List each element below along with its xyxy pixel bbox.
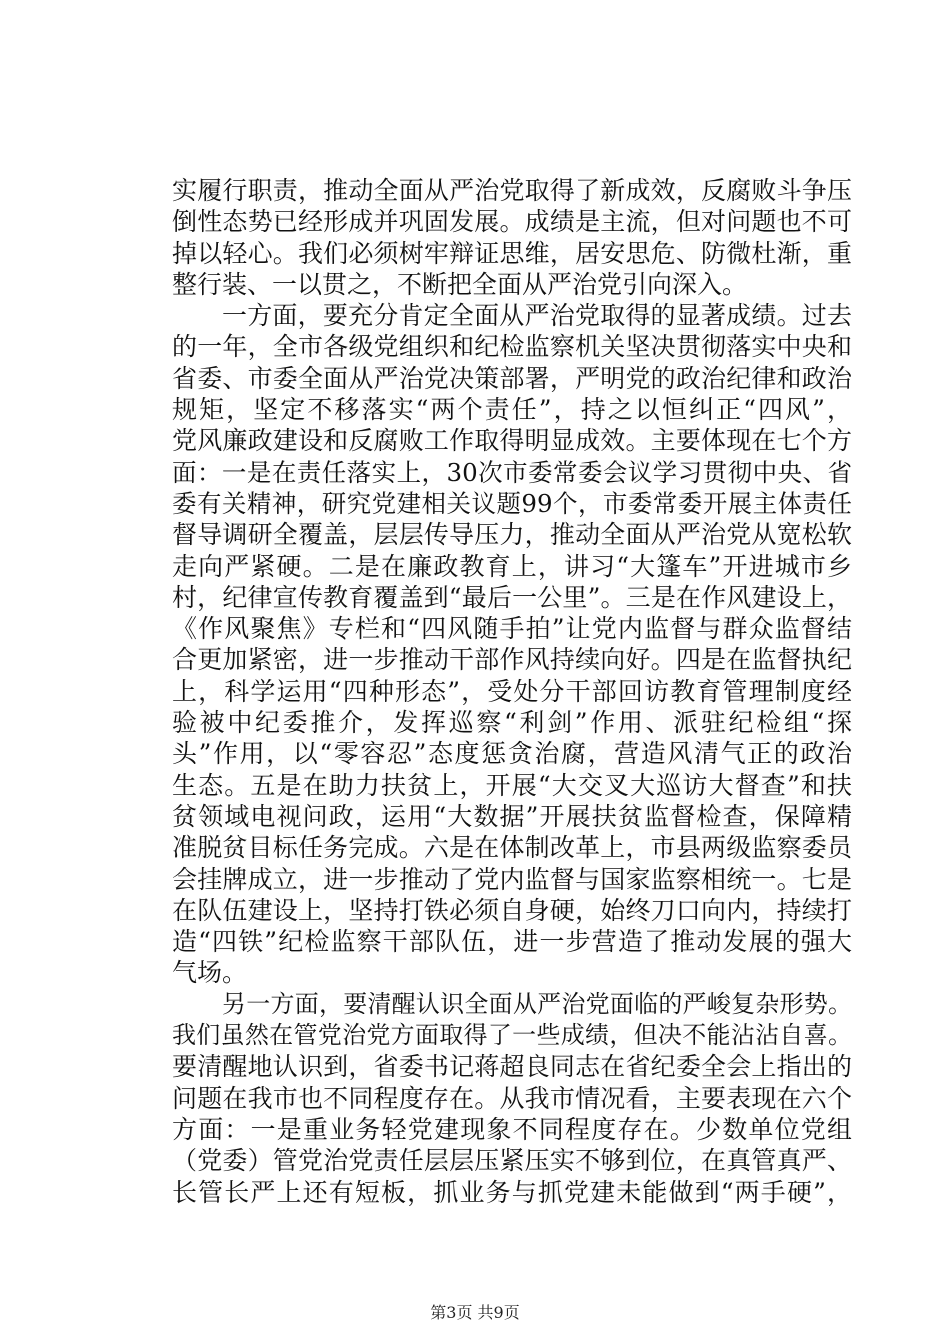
text-line: 党风廉政建设和反腐败工作取得明显成效。主要体现在七个方 (172, 426, 852, 456)
paragraph-first-line: 一方面，要充分肯定全面从严治党取得的显著成绩。过去 (222, 301, 852, 331)
text-line: 《作风聚焦》专栏和“四风随手拍”让党内监督与群众监督结 (172, 614, 852, 644)
text-line: 生态。五是在助力扶贫上，开展“大交叉大巡访大督查”和扶 (172, 770, 852, 800)
text-line: 方面：一是重业务轻党建现象不同程度存在。少数单位党组 (172, 1114, 852, 1144)
text-line: 委有关精神，研究党建相关议题99个，市委常委开展主体责任 (172, 488, 852, 518)
text-line: 上，科学运用“四种形态”，受处分干部回访教育管理制度经 (172, 676, 852, 706)
page-number-footer: 第3页 共9页 (430, 1303, 520, 1322)
text-line: 走向严紧硬。二是在廉政教育上，讲习“大篷车”开进城市乡 (172, 551, 852, 581)
text-line: 倒性态势已经形成并巩固发展。成绩是主流，但对问题也不可 (172, 207, 852, 237)
text-line: 实履行职责，推动全面从严治党取得了新成效，反腐败斗争压 (172, 176, 852, 205)
text-line: 问题在我市也不同程度存在。从我市情况看，主要表现在六个 (172, 1083, 852, 1113)
text-line: 长管长严上还有短板，抓业务与抓党建未能做到“两手硬”， (172, 1177, 852, 1207)
text-line: 督导调研全覆盖，层层传导压力，推动全面从严治党从宽松软 (172, 520, 852, 550)
text-line: 气场。 (172, 958, 248, 988)
text-line: 造“四铁”纪检监察干部队伍，进一步营造了推动发展的强大 (172, 927, 852, 957)
text-line: 在队伍建设上，坚持打铁必须自身硬，始终刀口向内，持续打 (172, 895, 852, 925)
text-line: 合更加紧密，进一步推动干部作风持续向好。四是在监督执纪 (172, 645, 852, 675)
text-line: 验被中纪委推介，发挥巡察“利剑”作用、派驻纪检组“探 (172, 708, 852, 738)
text-line: 的一年，全市各级党组织和纪检监察机关坚决贯彻落实中央和 (172, 332, 852, 362)
text-line: 会挂牌成立，进一步推动了党内监督与国家监察相统一。七是 (172, 864, 852, 894)
text-line: 村，纪律宣传教育覆盖到“最后一公里”。三是在作风建设上， (172, 582, 852, 612)
text-line: 规矩，坚定不移落实“两个责任”，持之以恒纠正“四风”， (172, 395, 852, 425)
text-line: 整行装、一以贯之，不断把全面从严治党引向深入。 (172, 269, 748, 299)
paragraph-first-line: 另一方面，要清醒认识全面从严治党面临的严峻复杂形势。 (222, 989, 852, 1018)
text-line: 要清醒地认识到，省委书记蒋超良同志在省纪委全会上指出的 (172, 1052, 852, 1082)
body-text (172, 175, 852, 1208)
text-line: 掉以轻心。我们必须树牢辩证思维，居安思危、防微杜渐，重 (172, 238, 852, 268)
text-line: 准脱贫目标任务完成。六是在体制改革上，市县两级监察委员 (172, 833, 852, 863)
text-line: 贫领域电视问政，运用“大数据”开展扶贫监督检查，保障精 (172, 801, 852, 831)
text-line: 头”作用，以“零容忍”态度惩贪治腐，营造风清气正的政治 (172, 739, 852, 769)
text-line: （党委）管党治党责任层层压紧压实不够到位，在真管真严、 (172, 1146, 852, 1176)
text-line: 省委、市委全面从严治党决策部署，严明党的政治纪律和政治 (172, 363, 852, 393)
text-line: 面：一是在责任落实上，30次市委常委会议学习贯彻中央、省 (172, 457, 852, 487)
text-line: 我们虽然在管党治党方面取得了一些成绩，但决不能沾沾自喜。 (172, 1021, 852, 1050)
